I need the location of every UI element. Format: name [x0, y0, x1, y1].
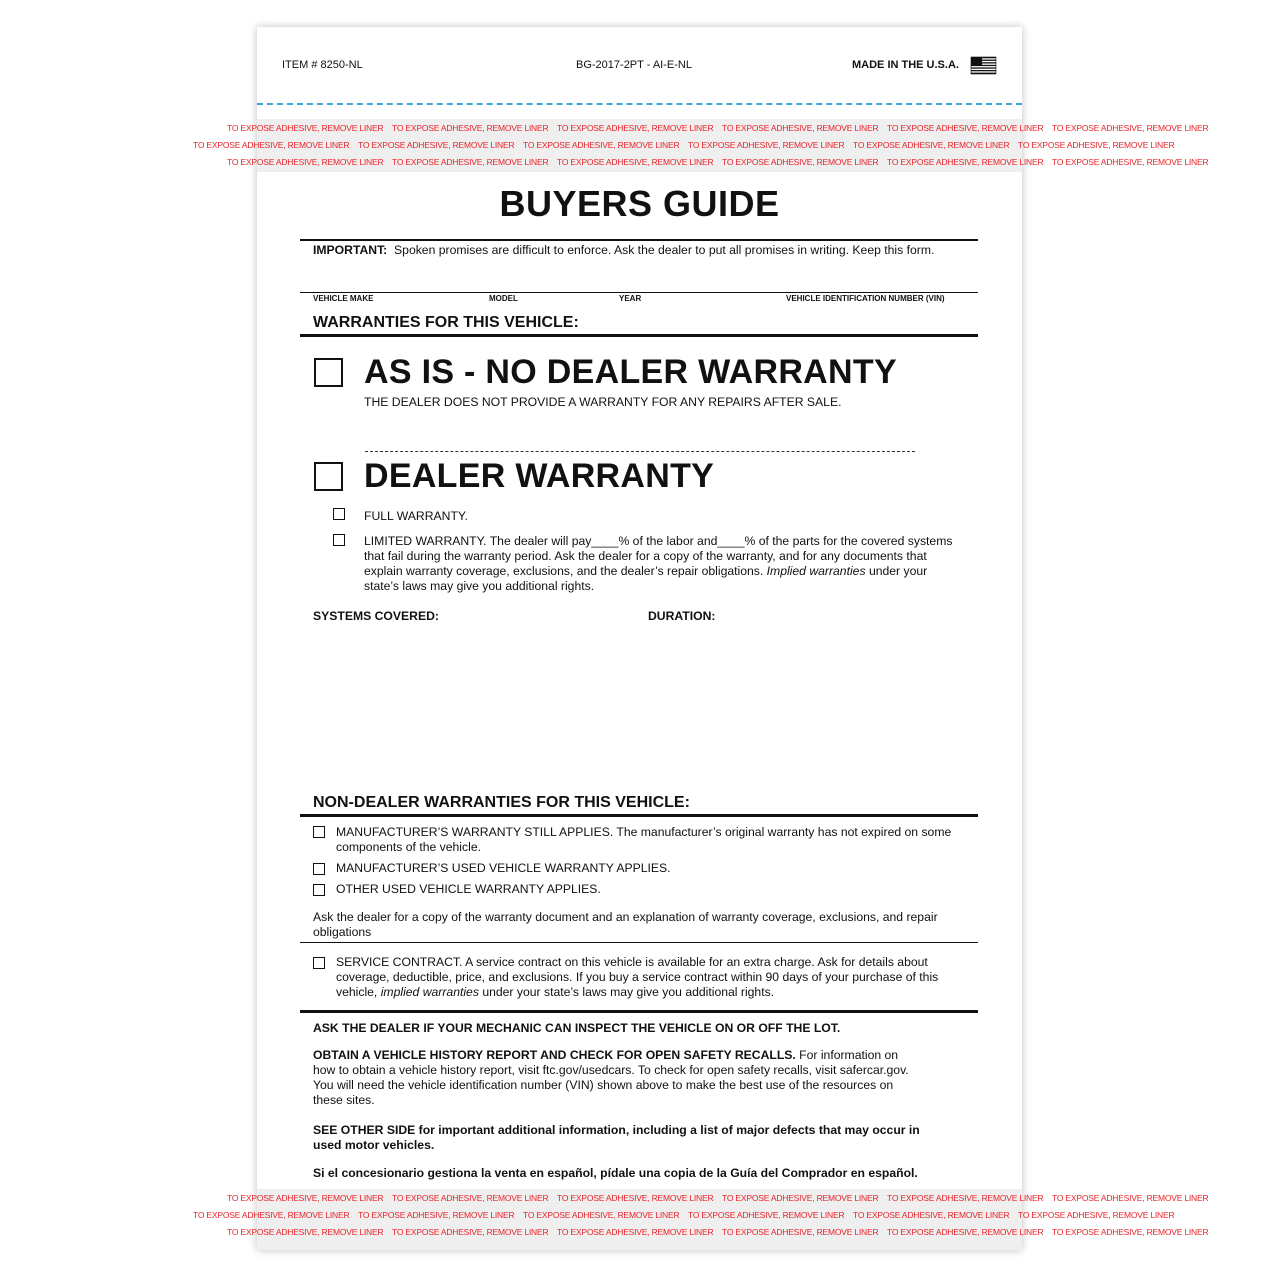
other-used-label: OTHER USED VEHICLE WARRANTY APPLIES.	[336, 882, 601, 896]
perforation-line	[257, 103, 1022, 105]
vin-label: VEHICLE IDENTIFICATION NUMBER (VIN)	[786, 294, 945, 303]
manufacturer-warranty-checkbox[interactable]	[313, 826, 325, 838]
year-label: YEAR	[619, 294, 642, 303]
page-title: BUYERS GUIDE	[499, 183, 780, 224]
important-notice: IMPORTANT: Spoken promises are difficult to enforce. Ask the dealer to put all promises in writing. Keep this form.	[313, 243, 935, 257]
ask-dealer-note: Ask the dealer for a copy of the warranty document and an explanation of warranty coverage, exclusions, and repair obligations	[313, 910, 938, 939]
model-label: MODEL	[489, 294, 518, 303]
vehicle-fields-line	[300, 292, 978, 293]
full-warranty-label: FULL WARRANTY.	[364, 509, 468, 523]
divider	[300, 334, 978, 337]
liner-row: TO EXPOSE ADHESIVE, REMOVE LINER TO EXPOSE ADHESIVE, REMOVE LINER TO EXPOSE ADHESIVE, REMOVE LINER TO EXPOSE ADHESIVE, REMOVE LINER TO EXPOSE ADHESIVE, REMOVE LINER TO EXPOSE ADHESIVE, REMOVE LINER	[193, 140, 1175, 150]
liner-row: TO EXPOSE ADHESIVE, REMOVE LINER TO EXPOSE ADHESIVE, REMOVE LINER TO EXPOSE ADHESIVE, REMOVE LINER TO EXPOSE ADHESIVE, REMOVE LINER TO EXPOSE ADHESIVE, REMOVE LINER TO EXPOSE ADHESIVE, REMOVE LINER	[227, 1193, 1209, 1203]
divider	[300, 1010, 978, 1013]
divider	[300, 942, 978, 943]
dealer-warranty-title: DEALER WARRANTY	[364, 457, 715, 495]
limited-warranty-checkbox[interactable]	[333, 534, 345, 546]
as-is-description: THE DEALER DOES NOT PROVIDE A WARRANTY FOR ANY REPAIRS AFTER SALE.	[364, 395, 842, 409]
adhesive-liner-top	[193, 119, 1209, 172]
mechanic-inspect-note: ASK THE DEALER IF YOUR MECHANIC CAN INSPECT THE VEHICLE ON OR OFF THE LOT.	[313, 1021, 841, 1035]
as-is-title: AS IS - NO DEALER WARRANTY	[364, 353, 897, 391]
liner-row: TO EXPOSE ADHESIVE, REMOVE LINER TO EXPOSE ADHESIVE, REMOVE LINER TO EXPOSE ADHESIVE, REMOVE LINER TO EXPOSE ADHESIVE, REMOVE LINER TO EXPOSE ADHESIVE, REMOVE LINER TO EXPOSE ADHESIVE, REMOVE LINER	[227, 1227, 1209, 1237]
divider	[300, 814, 978, 817]
liner-row: TO EXPOSE ADHESIVE, REMOVE LINER TO EXPOSE ADHESIVE, REMOVE LINER TO EXPOSE ADHESIVE, REMOVE LINER TO EXPOSE ADHESIVE, REMOVE LINER TO EXPOSE ADHESIVE, REMOVE LINER TO EXPOSE ADHESIVE, REMOVE LINER	[193, 1210, 1175, 1220]
service-contract-text: SERVICE CONTRACT. A service contract on this vehicle is available for an extra charge. Ask for details about coverage, deductible, price, and exclusions. If you buy a service contract within 90 days of your purchase of this vehicle, implied warranties under your state’s laws may give you additional rights.	[336, 955, 939, 999]
divider	[300, 239, 978, 241]
made-in-usa: MADE IN THE U.S.A.	[852, 59, 959, 71]
form-code: BG-2017-2PT - AI-E-NL	[576, 59, 692, 71]
vehicle-history-note: OBTAIN A VEHICLE HISTORY REPORT AND CHECK FOR OPEN SAFETY RECALLS. For information on how to obtain a vehicle history report, visit ftc.gov/usedcars. To check for open safety recalls, visit safercar.gov. You will need the vehicle identification number (VIN) shown above to make the best use of the resources on these sites.	[313, 1048, 909, 1107]
manufacturer-warranty-text: MANUFACTURER’S WARRANTY STILL APPLIES. The manufacturer’s original warranty has not expired on some components of the vehicle.	[336, 825, 952, 854]
manufacturer-used-label: MANUFACTURER’S USED VEHICLE WARRANTY APPLIES.	[336, 861, 671, 875]
us-flag-icon	[971, 57, 996, 74]
as-is-checkbox[interactable]	[314, 358, 343, 387]
section-dashed-divider	[365, 451, 915, 452]
duration-label: DURATION:	[648, 609, 716, 623]
full-warranty-checkbox[interactable]	[333, 508, 345, 520]
non-dealer-heading: NON-DEALER WARRANTIES FOR THIS VEHICLE:	[313, 794, 690, 811]
service-contract-checkbox[interactable]	[313, 957, 325, 969]
see-other-side-note: SEE OTHER SIDE for important additional information, including a list of major defects that may occur in used motor vehicles.	[313, 1123, 920, 1152]
warranties-heading: WARRANTIES FOR THIS VEHICLE:	[313, 314, 579, 331]
liner-row: TO EXPOSE ADHESIVE, REMOVE LINER TO EXPOSE ADHESIVE, REMOVE LINER TO EXPOSE ADHESIVE, REMOVE LINER TO EXPOSE ADHESIVE, REMOVE LINER TO EXPOSE ADHESIVE, REMOVE LINER TO EXPOSE ADHESIVE, REMOVE LINER	[227, 157, 1209, 167]
buyers-guide-sheet	[193, 27, 1209, 1250]
item-number: ITEM # 8250-NL	[282, 59, 363, 71]
vehicle-make-label: VEHICLE MAKE	[313, 294, 374, 303]
adhesive-liner-bottom	[193, 1189, 1209, 1250]
other-used-checkbox[interactable]	[313, 884, 325, 896]
spanish-note: Si el concesionario gestiona la venta en español, pídale una copia de la Guía del Comprador en español.	[313, 1166, 918, 1180]
systems-covered-label: SYSTEMS COVERED:	[313, 609, 439, 623]
liner-row: TO EXPOSE ADHESIVE, REMOVE LINER TO EXPOSE ADHESIVE, REMOVE LINER TO EXPOSE ADHESIVE, REMOVE LINER TO EXPOSE ADHESIVE, REMOVE LINER TO EXPOSE ADHESIVE, REMOVE LINER TO EXPOSE ADHESIVE, REMOVE LINER	[227, 123, 1209, 133]
limited-warranty-text: LIMITED WARRANTY. The dealer will pay____% of the labor and____% of the parts for the covered systems that fail during the warranty period. Ask the dealer for a copy of the warranty, and for any documents that explain warranty coverage, exclusions, and the dealer’s repair obligations. Implied warranties under your state’s laws may give you additional rights.	[364, 534, 953, 593]
manufacturer-used-checkbox[interactable]	[313, 863, 325, 875]
dealer-warranty-checkbox[interactable]	[314, 462, 343, 491]
